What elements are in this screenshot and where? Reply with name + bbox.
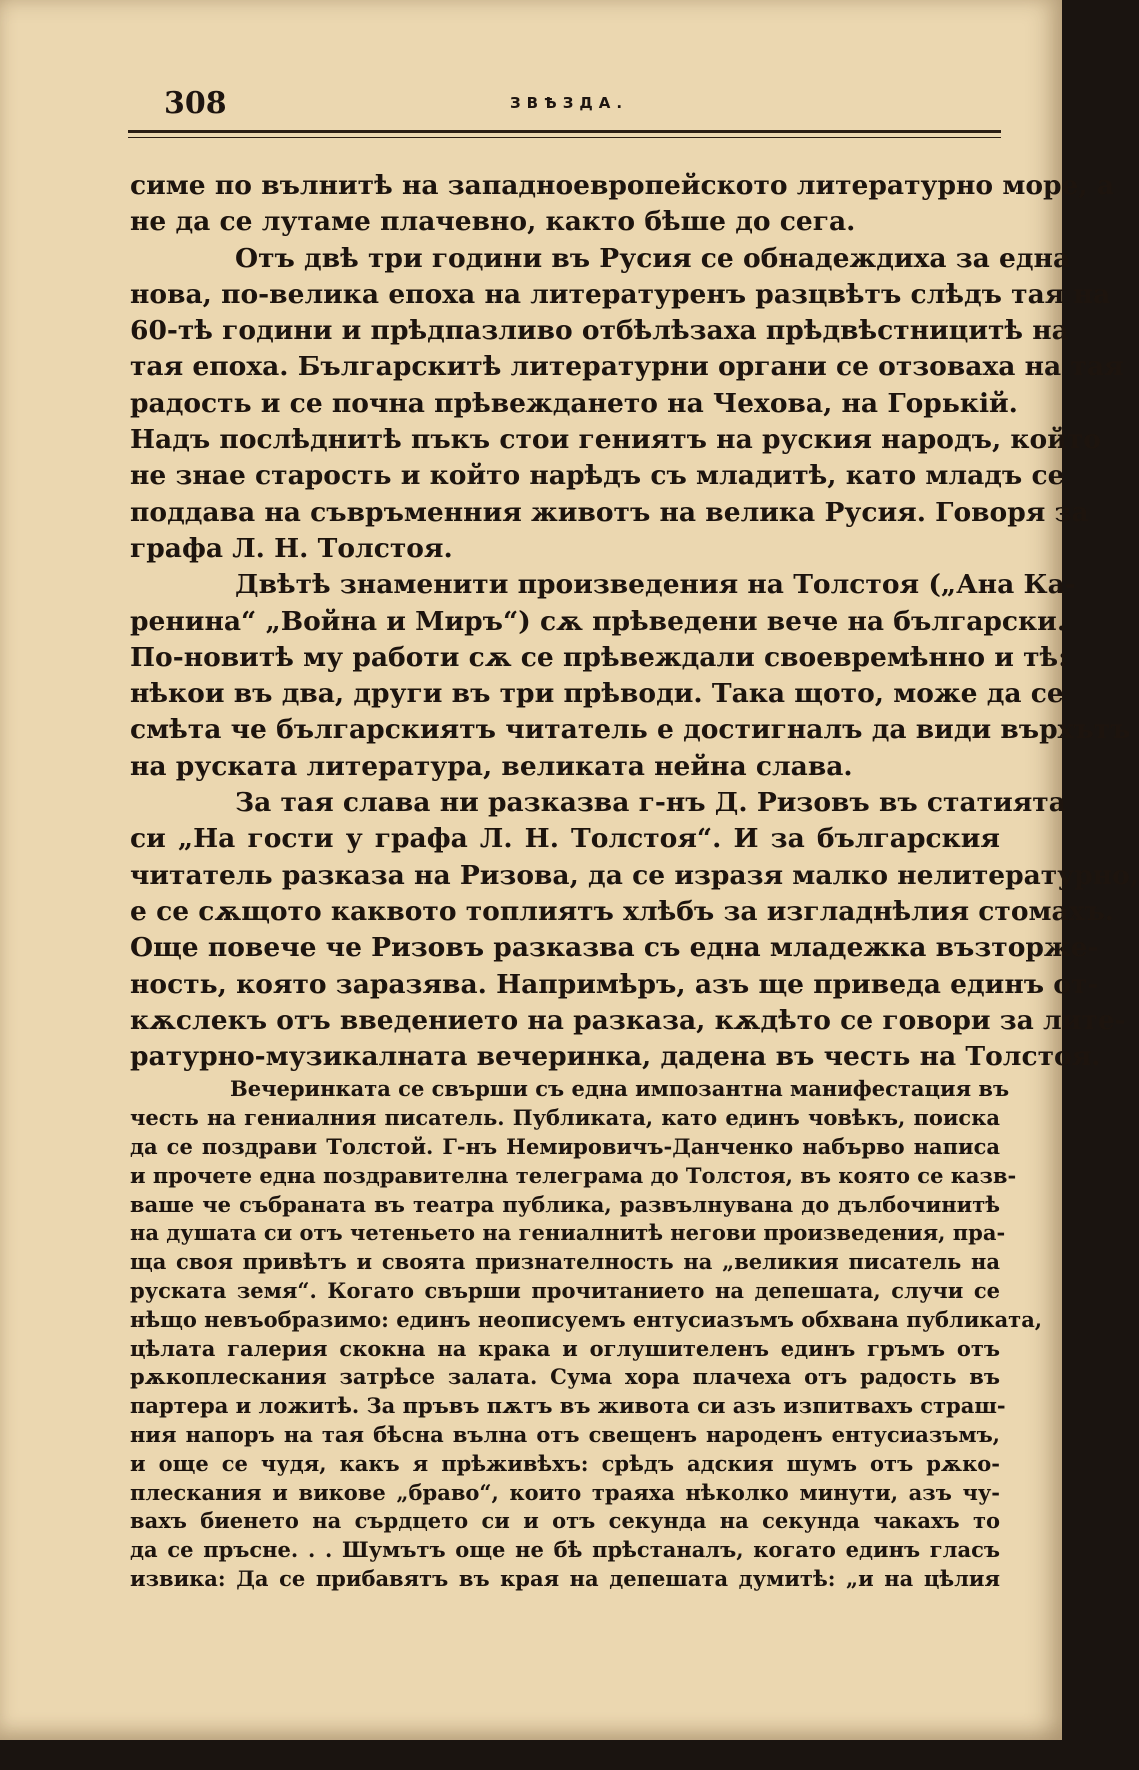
quote-line: цѣлата галерия скокна на крака и оглушителенъ единъ гръмъ отъ [130, 1335, 1000, 1361]
quote-line: ща своя привѣтъ и своята признателность на „великия писатель на [130, 1249, 1000, 1275]
text-line: Двѣтѣ знаменити произведения на Толстоя („Ана Ка- [235, 569, 1076, 601]
text-line: 60-тѣ години и прѣдпазливо отбѣлѣзаха прѣдвѣстницитѣ на [130, 315, 1069, 347]
text-line: Надъ послѣднитѣ пъкъ стои гениятъ на руския народъ, който [130, 424, 1101, 456]
quote-line: на душата си отъ четеньето на гениалнитѣ негови произведения, пра- [130, 1220, 1006, 1246]
text-line: нѣкои въ два, други въ три прѣводи. Така щото, може да се [130, 678, 1064, 710]
text-line: ность, която заразява. Напримѣръ, азъ ще приведа единъ от- [130, 968, 1099, 1000]
text-line: Още повече че Ризовъ разказва съ една младежка възторже- [130, 932, 1099, 964]
quote-line: вахъ биенето на сърдцето си и отъ секунда на секунда чакахъ то [130, 1508, 1000, 1534]
text-line: кѫслекъ отъ введението на разказа, кѫдѣто се говори за лите- [130, 1004, 1126, 1036]
text-line: на руската литература, великата нейна слава. [130, 750, 853, 782]
header-rule-thin [128, 137, 1001, 138]
text-line: не да се лутаме плачевно, както бѣше до сега. [130, 206, 856, 238]
quote-line: извика: Да се прибавятъ въ края на депешата думитѣ: „и на цѣлия [130, 1565, 1000, 1591]
quote-line: ния напоръ на тая бѣсна вълна отъ свещенъ народенъ ентусиазъмъ, [130, 1421, 1000, 1447]
text-line: нова, по-велика епоха на литературенъ разцвѣтъ слѣдъ тая на [130, 278, 1111, 310]
body-text [130, 168, 1139, 1594]
main-paragraphs [130, 168, 1139, 1075]
text-line: ратурно-музикалната вечеринка, дадена въ честь на Толстоя. [130, 1041, 1101, 1073]
text-line: радость и се почна прѣвеждането на Чехова, на Горькій. [130, 387, 1018, 419]
page-header [130, 80, 1000, 130]
text-line: симе по вълнитѣ на западноевропейското литературно море, а [130, 170, 1115, 201]
quote-line: партера и ложитѣ. За пръвъ пѫтъ въ живота си азъ изпитвахъ страш- [130, 1393, 1006, 1419]
text-line: За тая слава ни разказва г-нъ Д. Ризовъ въ статията [235, 787, 1066, 819]
quote-line: ваше че събраната въ театра публика, развълнувана до дълбочинитѣ [130, 1191, 1000, 1217]
quoted-passage [130, 1075, 1043, 1593]
text-line: По-новитѣ му работи сѫ се прѣвеждали своевремѣнно и тѣ: [130, 641, 1068, 673]
quote-line: рѫкоплескания затрѣсе залата. Сума хора плачеха отъ радость въ [130, 1364, 1000, 1390]
quote-line: руската земя“. Когато свърши прочитанието на депешата, случи се [130, 1278, 1000, 1303]
quote-line: честь на гениалния писатель. Публиката, като единъ човѣкъ, поиска [130, 1105, 1000, 1131]
text-line: ренина“ „Война и Миръ“) сѫ прѣведени вече на български. [130, 605, 1067, 637]
text-line: смѣта че българскиятъ читатель е достигналъ да види върхътъ [130, 714, 1131, 746]
text-line: тая епоха. Българскитѣ литературни органи се отзоваха на тая [130, 351, 1124, 383]
quote-line: Вечеринката се свърши съ една импозантна манифестация въ [230, 1076, 1010, 1102]
text-line: е се сѫщото каквото топлиятъ хлѣбъ за изгладнѣлия стомахъ. [130, 895, 1115, 927]
text-line: поддава на съвръменния животъ на велика Русия. Говоря за [130, 496, 1089, 528]
page-number: 308 [164, 86, 227, 121]
quote-line: плескания и викове „браво“, които траяха нѣколко минути, азъ чу- [130, 1479, 1000, 1505]
text-line: не знае старость и който нарѣдъ съ младитѣ, като младъ се [130, 460, 1065, 492]
text-line: читатель разказа на Ризова, да се изразя малко нелитературно, [130, 859, 1139, 891]
quote-line: да се поздрави Толстой. Г-нъ Немировичъ-Данченко набърво написа [130, 1134, 1000, 1160]
quote-line: и още се чудя, какъ я прѣживѣхъ: срѣдъ адския шумъ отъ рѫко- [130, 1450, 1000, 1476]
header-rule-thick [128, 130, 1001, 133]
quote-line: и прочете една поздравителна телеграма до Толстоя, въ която се казв- [130, 1162, 1017, 1188]
quote-line: да се пръсне. . . Шумътъ още не бѣ прѣстаналъ, когато единъ гласъ [130, 1537, 1000, 1563]
text-line: графа Л. Н. Толстоя. [130, 532, 453, 564]
journal-title: ЗВѢЗДА. [510, 94, 629, 112]
quote-line: нѣщо невъобразимо: единъ неописуемъ ентусиазъмъ обхвана публиката, [130, 1306, 1043, 1332]
text-line: Отъ двѣ три години въ Русия се обнадеждиха за една [235, 242, 1071, 274]
text-line: си „На гости у графа Л. Н. Толстоя“. И за българския [130, 823, 1000, 855]
